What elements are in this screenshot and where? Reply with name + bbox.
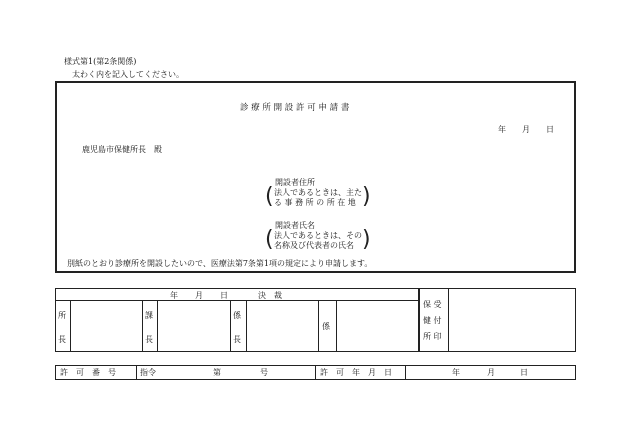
directive-label: 指令 <box>140 368 156 377</box>
health-center-stamp-box <box>419 288 576 352</box>
approval-header-divider <box>55 300 419 301</box>
section-chief-label-bottom: 長 <box>145 335 153 344</box>
name-note-1: 法人であるときは、その <box>274 231 362 240</box>
application-date-day: 日 <box>546 125 554 134</box>
chief-label-top: 所 <box>58 311 66 320</box>
permit-divider <box>405 365 406 380</box>
application-date-month: 月 <box>522 125 530 134</box>
approval-date-year: 年 <box>170 291 178 300</box>
health-center-label-3: 所 印 <box>423 332 442 341</box>
permit-month: 月 <box>487 368 495 377</box>
name-label: 開設者氏名 <box>275 221 315 230</box>
statement-text: 別紙のとおり診療所を開設したいので、医療法第7条第1項の規定により申請します。 <box>67 259 373 268</box>
address-note-1: 法人であるときは、主た <box>274 188 362 197</box>
column-divider <box>157 300 158 352</box>
address-note-2: る 事 務 所 の 所 在 地 <box>274 198 356 207</box>
address-label: 開設者住所 <box>275 178 315 187</box>
column-divider <box>142 300 143 352</box>
right-bracket-icon: ) <box>362 184 371 209</box>
decision-label: 決 裁 <box>258 291 282 300</box>
permit-day: 日 <box>520 368 528 377</box>
approval-date-day: 日 <box>220 291 228 300</box>
approval-date-month: 月 <box>195 291 203 300</box>
name-note-2: 名称及び代表者の氏名 <box>274 241 354 250</box>
column-divider <box>336 300 337 352</box>
left-bracket-icon: ( <box>265 184 274 209</box>
instruction-text: 太わく内を記入してください。 <box>72 70 184 79</box>
staff-label: 係 <box>322 322 330 331</box>
health-center-label-1: 保 受 <box>423 300 442 309</box>
column-divider <box>318 300 319 352</box>
left-bracket-icon: ( <box>265 227 274 252</box>
permit-divider <box>136 365 137 380</box>
dai-label: 第 <box>213 368 221 377</box>
go-label: 号 <box>260 368 268 377</box>
right-bracket-icon: ) <box>362 227 371 252</box>
section-chief-label-top: 課 <box>145 311 153 320</box>
permit-year: 年 <box>452 368 460 377</box>
chief-label-bottom: 長 <box>58 335 66 344</box>
sub-chief-label-top: 係 <box>233 311 241 320</box>
column-divider <box>230 300 231 352</box>
form-title: 診 療 所 開 設 許 可 申 請 書 <box>240 103 350 113</box>
health-center-label-2: 健 付 <box>423 316 442 325</box>
addressee: 鹿児島市保健所長 殿 <box>82 145 162 154</box>
column-divider <box>70 300 71 352</box>
form-label: 様式第1(第2条関係) <box>64 57 137 66</box>
permit-date-label: 許 可 年 月 日 <box>320 368 392 377</box>
sub-chief-label-bottom: 長 <box>233 335 241 344</box>
application-date-year: 年 <box>498 125 506 134</box>
stamp-divider <box>448 288 449 352</box>
column-divider <box>246 300 247 352</box>
permit-number-label: 許 可 番 号 <box>60 368 116 377</box>
permit-divider <box>315 365 316 380</box>
